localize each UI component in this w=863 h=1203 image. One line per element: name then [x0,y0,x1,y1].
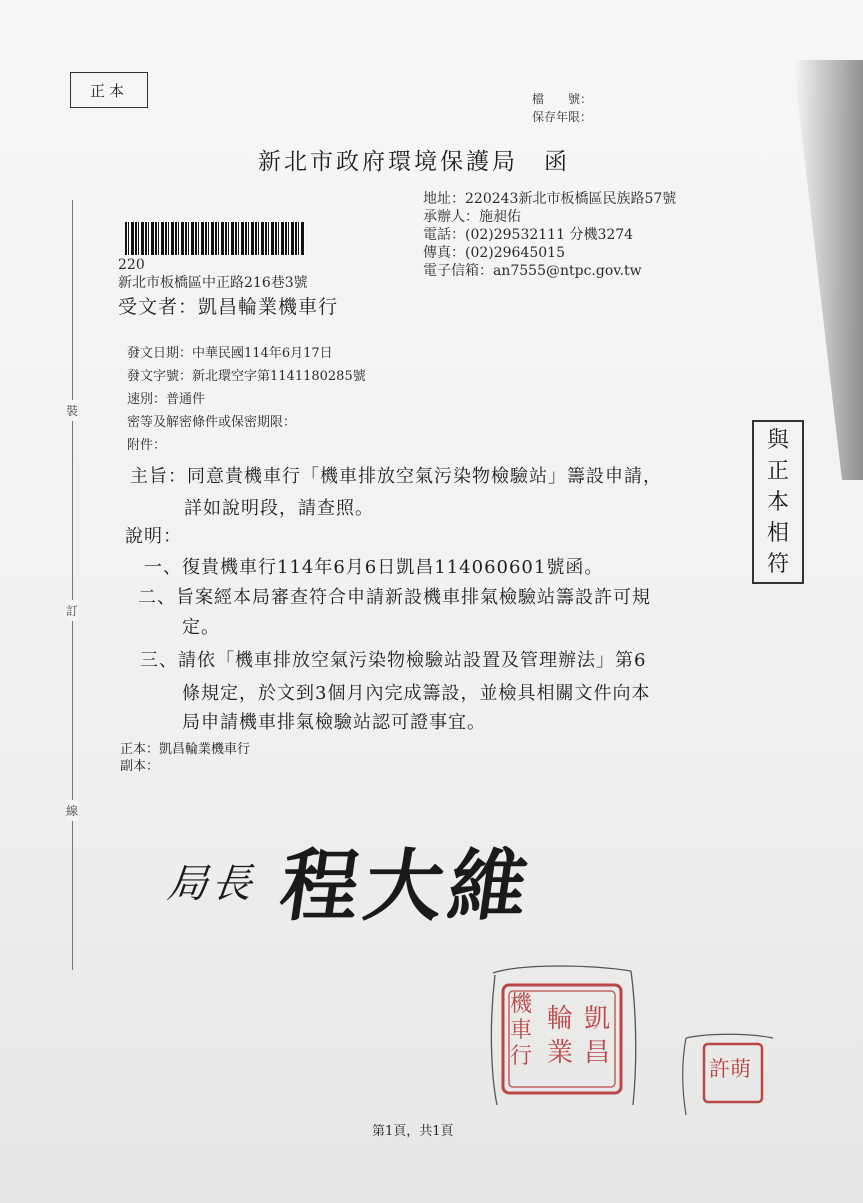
page-number: 第1頁，共1頁 [372,1124,454,1139]
explanation-item-3-line-1: 三、請依「機車排放空氣污染物檢驗站設置及管理辦法」第6 [140,650,647,671]
contact-email: 電子信箱：an7555@ntpc.gov.tw [423,263,642,279]
original-recipient: 正本：凱昌輪業機車行 [120,742,251,757]
stamp-char: 正 [766,458,789,484]
agency-title: 新北市政府環境保護局 函 [258,149,570,175]
recipient-postal-code: 220 [118,257,145,273]
copy-recipient: 副本： [120,759,160,774]
binding-mark-xian: 線 [66,800,78,821]
seal-text-middle: 輪業 [547,1004,574,1068]
attachment: 附件： [127,438,167,453]
retention-label: 保存年限： [532,110,593,124]
explanation-item-3-line-2: 條規定，於文到3個月內完成籌設，並檢具相關文件向本 [182,683,651,704]
contact-handler: 承辦人：施昶佑 [423,209,521,225]
seal-text-left: 機車行 [510,992,533,1069]
file-number-label: 檔 號： [532,92,593,106]
subject-line-1: 主旨：同意貴機車行「機車排放空氣污染物檢驗站」籌設申請， [130,466,662,487]
contact-fax: 傳真：(02)29645015 [423,245,565,261]
stamp-char: 相 [766,520,789,546]
certified-true-copy-stamp [752,420,804,584]
recipient-address: 新北市板橋區中正路216巷3號 [118,275,308,291]
binding-mark-zhuang: 裝 [66,400,78,421]
explanation-item-2-line-2: 定。 [182,617,220,638]
issue-date: 發文日期：中華民國114年6月17日 [127,346,333,361]
seal-text-right: 凱昌 [584,1004,611,1068]
personal-seal-text: 許萌 [709,1057,751,1081]
binding-mark-ding: 訂 [66,600,78,621]
stamp-char: 本 [766,489,789,515]
explanation-heading: 說明： [125,526,182,547]
explanation-item-2-line-1: 二、旨案經本局審查符合申請新設機車排氣檢驗站籌設許可規 [138,587,651,608]
signature-name: 程大維 [274,841,540,932]
secrecy-level: 密等及解密條件或保密期限： [127,415,297,430]
stamp-char: 符 [766,551,789,577]
original-copy-box: 正本 [70,72,148,108]
contact-address: 地址：220243新北市板橋區民族路57號 [423,191,677,207]
binding-line [72,200,73,970]
barcode [125,222,305,255]
delivery-speed: 速別：普通件 [127,392,206,407]
recipient-name: 受文者：凱昌輪業機車行 [118,296,339,318]
page-shadow [793,60,863,480]
document-number: 發文字號：新北環空字第1141180285號 [127,369,366,384]
contact-phone: 電話：(02)29532111 分機3274 [423,227,634,243]
explanation-item-1: 一、復貴機車行114年6月6日凱昌114060601號函。 [144,557,604,578]
signature-title: 局長 [165,861,259,907]
explanation-item-3-line-3: 局申請機車排氣檢驗站認可證事宜。 [182,712,486,733]
stamp-char: 與 [766,427,789,453]
subject-line-2: 詳如說明段，請查照。 [184,498,374,519]
